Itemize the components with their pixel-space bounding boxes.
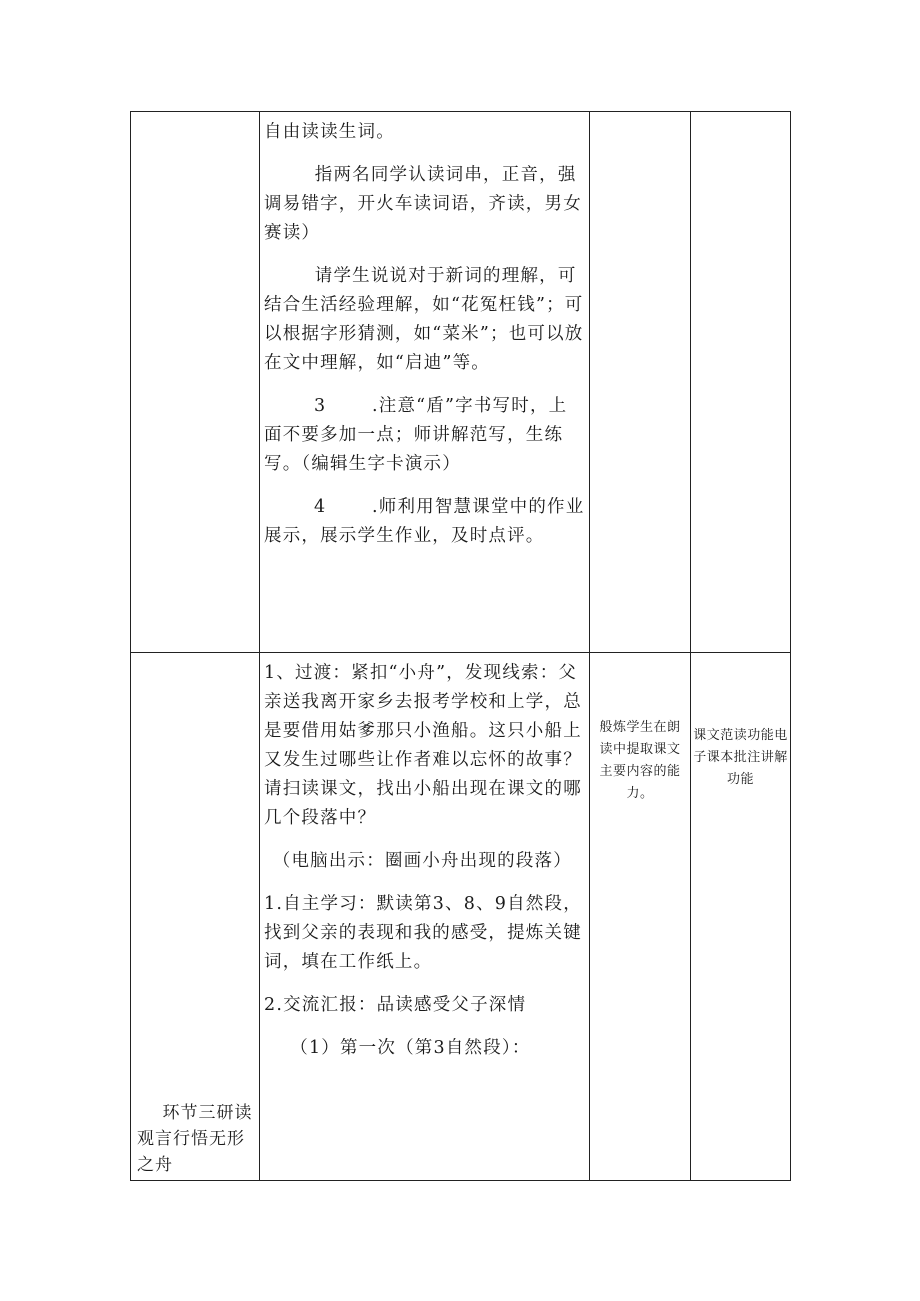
activity-paragraph: 指两名同学认读词串，正音，强调易错字，开火车读词语，齐读，男女赛读） xyxy=(264,165,582,243)
activity-paragraph: 1.自主学习：默读第3、8、9自然段，找到父亲的表现和我的感受，提炼关键词，填在工作纸上。 xyxy=(264,894,582,972)
activity-paragraph: （电脑出示：圈画小舟出现的段落） xyxy=(272,851,572,871)
stage-cell xyxy=(131,653,260,1181)
activity-item-3 xyxy=(264,392,585,479)
item-number: 4 xyxy=(314,497,327,517)
item-text: .注意“盾”字书写时，上面不要多加一点；师讲解范写，生练写。（编辑生字卡演示） xyxy=(264,396,568,474)
tech-cell-empty xyxy=(691,112,791,653)
table-row xyxy=(131,112,791,653)
activity-paragraph: 自由读读生词。 xyxy=(264,122,395,142)
tech-cell xyxy=(691,653,791,1181)
lesson-plan-table xyxy=(130,111,790,1181)
activity-cell xyxy=(260,112,590,653)
table-row xyxy=(131,653,791,1181)
activity-item-4 xyxy=(264,493,585,551)
activity-cell xyxy=(260,653,590,1181)
item-text: .师利用智慧课堂中的作业展示，展示学生作业，及时点评。 xyxy=(264,497,585,546)
purpose-text: 般炼学生在朗读中提取课文主要内容的能力。 xyxy=(599,720,681,801)
purpose-cell xyxy=(590,653,691,1181)
activity-paragraph: 1、过渡：紧扣“小舟”，发现线索：父亲送我离开家乡去报考学校和上学，总是要借用姑爹那只小渔船。这只小船上又发生过哪些让作者难以忘怀的故事？请扫读课文，找出小船出现在课文的哪几个段落中？ xyxy=(264,663,582,828)
activity-paragraph: 请学生说说对于新词的理解，可结合生活经验理解，如“花冤枉钱”；可以根据字形猜测，如“菜米”；也可以放在文中理解，如“启迪”等。 xyxy=(264,266,584,373)
activity-paragraph: （1）第一次（第3自然段）： xyxy=(290,1038,531,1058)
item-number: 3 xyxy=(314,396,327,416)
lesson-table xyxy=(130,111,791,1181)
stage-cell-empty xyxy=(131,112,260,653)
activity-paragraph: 2.交流汇报：品读感受父子深情 xyxy=(264,995,527,1015)
tech-text: 课文范读功能电子课本批注讲解功能 xyxy=(693,728,788,787)
purpose-cell-empty xyxy=(590,112,691,653)
stage-label: 环节三研读观言行悟无形之舟 xyxy=(137,1103,253,1175)
